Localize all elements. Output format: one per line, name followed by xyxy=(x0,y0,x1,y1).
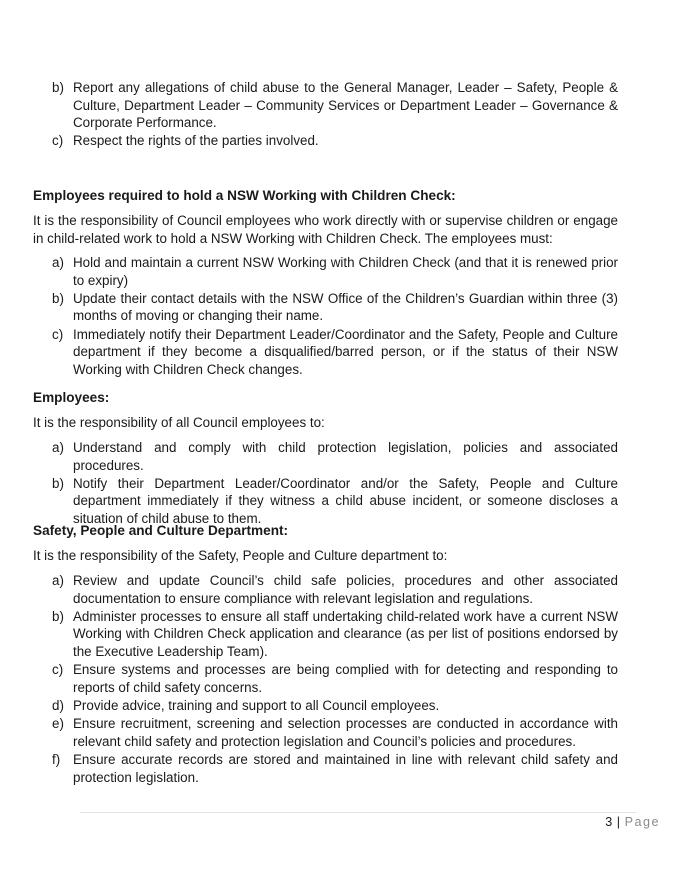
list-item-text: Administer processes to ensure all staff undertaking child-related work have a current NSW Working with Children Check application and clearance (as per list of positions endorsed by the Executive Leadership Team). xyxy=(73,608,618,659)
list-marker: c) xyxy=(52,662,64,678)
list-item-text: Ensure recruitment, screening and selection processes are conducted in accordance with relevant child safety and protection legislation and Council’s policies and procedures. xyxy=(73,716,618,749)
wwcc-heading: Employees required to hold a NSW Working with Children Check: xyxy=(33,188,456,203)
list-item-text: Ensure accurate records are stored and maintained in line with relevant child safety and protection legislation. xyxy=(73,751,618,785)
list-marker: b) xyxy=(52,608,64,624)
spc-heading: Safety, People and Culture Department: xyxy=(33,523,289,538)
list-marker: a) xyxy=(52,255,64,270)
spc-list xyxy=(52,572,618,787)
list-item-text: Hold and maintain a current NSW Working with Children Check (and that it is renewed prior to expiry) xyxy=(73,255,618,288)
list-item-text: Understand and comply with child protection legislation, policies and associated procedures. xyxy=(73,440,618,473)
wwcc-list xyxy=(52,254,618,379)
list-item xyxy=(52,697,618,715)
employees-intro: It is the responsibility of all Council employees to: xyxy=(33,415,325,430)
list-item-text: Respect the rights of the parties involved. xyxy=(73,133,319,149)
list-item xyxy=(52,254,618,289)
list-marker: b) xyxy=(52,475,64,491)
list-marker: b) xyxy=(52,80,64,95)
list-item-text: Update their contact details with the NSW Office of the Children’s Guardian within three (3) months of moving or changing their name. xyxy=(73,290,618,324)
list-item-text: Review and update Council’s child safe policies, procedures and other associated documentation to ensure compliance with relevant legislation and regulations. xyxy=(73,573,618,606)
page-footer xyxy=(605,814,660,832)
list-item xyxy=(52,608,618,661)
list-marker: b) xyxy=(52,290,64,306)
list-marker: f) xyxy=(52,751,61,767)
list-item-text: Report any allegations of child abuse to the General Manager, Leader – Safety, People & Culture, Department Leader – Community Services or Department Leader – Governance & Corporate Performance. xyxy=(73,80,618,131)
wwcc-intro: It is the responsibility of Council employees who work directly with or supervise children or engage in child-related work to hold a NSW Working with Children Check. The employees must: xyxy=(33,213,618,246)
list-marker: c) xyxy=(52,326,64,342)
list-item xyxy=(52,439,618,474)
footer-divider xyxy=(80,812,636,813)
list-item-text: Notify their Department Leader/Coordinator and/or the Safety, People and Culture department immediately if they witness a child abuse incident, or someone discloses a situation of child abuse to them. xyxy=(73,475,618,526)
list-marker: c) xyxy=(52,133,64,149)
list-marker: a) xyxy=(52,573,64,588)
footer-separator: | xyxy=(616,815,622,829)
list-item-text: Ensure systems and processes are being complied with for detecting and responding to reports of child safety concerns. xyxy=(73,662,618,695)
page-number: 3 xyxy=(605,815,614,829)
employees-heading: Employees: xyxy=(33,390,110,405)
list-item-text: Immediately notify their Department Leader/Coordinator and the Safety, People and Culture department if they become a disqualified/barred person, or if the status of their NSW Working with Children Check changes. xyxy=(73,326,618,377)
list-item xyxy=(52,475,618,528)
list-marker: e) xyxy=(52,716,64,732)
list-item xyxy=(52,572,618,607)
list-item xyxy=(52,290,618,325)
list-item xyxy=(52,715,618,750)
top-list xyxy=(52,79,618,151)
page-label: Page xyxy=(624,815,660,829)
list-item xyxy=(52,132,618,150)
spc-intro: It is the responsibility of the Safety, People and Culture department to: xyxy=(33,548,448,563)
list-item xyxy=(52,326,618,379)
employees-list xyxy=(52,439,618,528)
list-item xyxy=(52,661,618,696)
list-item xyxy=(52,751,618,786)
list-marker: d) xyxy=(52,697,64,713)
list-marker: a) xyxy=(52,440,64,455)
list-item xyxy=(52,79,618,132)
list-item-text: Provide advice, training and support to all Council employees. xyxy=(73,697,440,713)
